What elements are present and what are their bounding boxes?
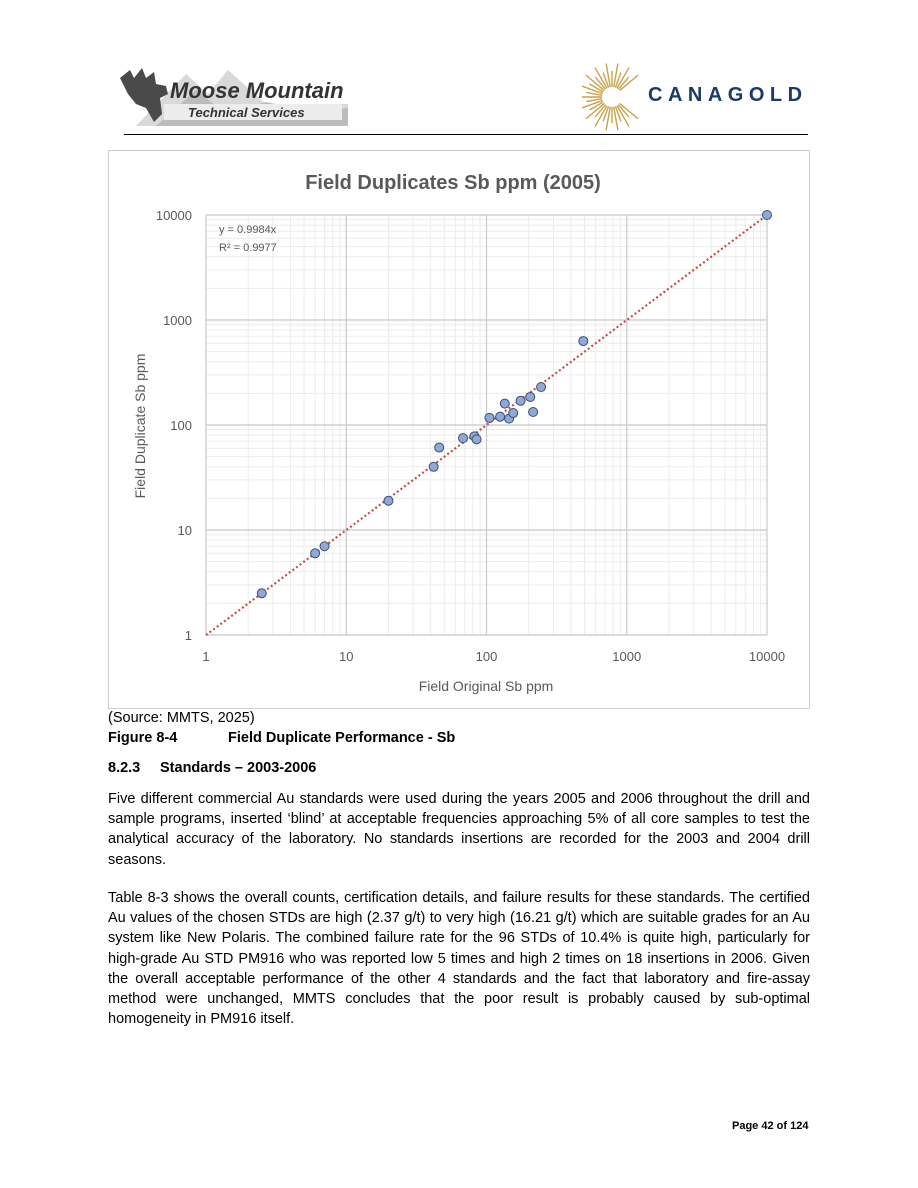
y-tick-label: 1000 [163, 313, 192, 328]
data-point [429, 462, 438, 471]
y-tick-label: 100 [170, 418, 192, 433]
data-point [579, 337, 588, 346]
paragraph: Table 8-3 shows the overall counts, certification details, and failure results for these standards. The certified Au values of the chosen STDs are high (2.37 g/t) to very high (16.21 g/t) which are suitable grades for an Au system like New Polaris. The combined failure rate for the 96 STDs of 10.4% is quite high, particularly for high-grade Au STD PM916 who was reported low 5 times and high 2 times on 18 insertions in 2006. Given the overall acceptable performance of the other 4 standards and the fact that laboratory and fire-assay method were unchanged, MMTS concludes that the poor result is probably caused by sub-optimal homogeneity in PM916 itself. [108, 890, 810, 1028]
y-axis-label: Field Duplicate Sb ppm [132, 353, 148, 499]
scatter-chart [109, 151, 809, 708]
data-point [537, 383, 546, 392]
data-point [500, 399, 509, 408]
x-tick-label: 1 [202, 649, 210, 664]
source-note: (Source: MMTS, 2025) [108, 710, 255, 726]
data-point [509, 409, 518, 418]
r-squared-label: R² = 0.9977 [219, 242, 277, 254]
data-point [472, 435, 481, 444]
trendline-equation: y = 0.9984x [219, 224, 277, 236]
x-tick-label: 10000 [748, 649, 786, 664]
paragraph: Five different commercial Au standards were used during the years 2005 and 2006 throughout the drill and sample programs, inserted ‘blind’ at acceptable frequencies approaching 5% of all core samples to test the analytical accuracy of the laboratory. No standards insertions are recorded for the 2003 and 2004 drill seasons. [108, 791, 810, 868]
section-heading [108, 760, 316, 776]
x-tick-label: 1000 [612, 649, 642, 664]
y-tick-label: 1 [184, 628, 192, 643]
data-point [257, 589, 266, 598]
logo-line1: Moose Mountain [170, 78, 344, 103]
y-tick-label: 10 [177, 523, 192, 538]
y-tick-label: 10000 [155, 208, 192, 223]
figure-title: Field Duplicate Performance - Sb [228, 730, 456, 746]
x-tick-label: 10 [339, 649, 354, 664]
data-point [529, 407, 538, 416]
logo-line2: Technical Services [188, 105, 305, 120]
data-point [516, 396, 525, 405]
chart-container [108, 150, 810, 709]
x-axis-label: Field Original Sb ppm [418, 678, 554, 694]
moose-icon [120, 68, 168, 122]
data-point [485, 413, 494, 422]
canagold-logo-text: CANAGOLD [648, 84, 808, 106]
page-number: Page 42 of 124 [732, 1120, 809, 1132]
data-point [526, 392, 535, 401]
data-point [763, 211, 772, 220]
chart-title: Field Duplicates Sb ppm (2005) [305, 172, 601, 194]
data-point [459, 434, 468, 443]
data-point [384, 496, 393, 505]
data-point [311, 549, 320, 558]
section-title: Standards – 2003-2006 [160, 760, 317, 776]
header-divider [124, 134, 808, 135]
x-tick-label: 100 [475, 649, 498, 664]
data-point [320, 542, 329, 551]
figure-caption [108, 730, 455, 746]
moose-mountain-logo [116, 64, 348, 130]
data-point [435, 443, 444, 452]
data-point [496, 412, 505, 421]
figure-number: Figure 8-4 [108, 730, 178, 746]
section-number: 8.2.3 [108, 760, 141, 776]
